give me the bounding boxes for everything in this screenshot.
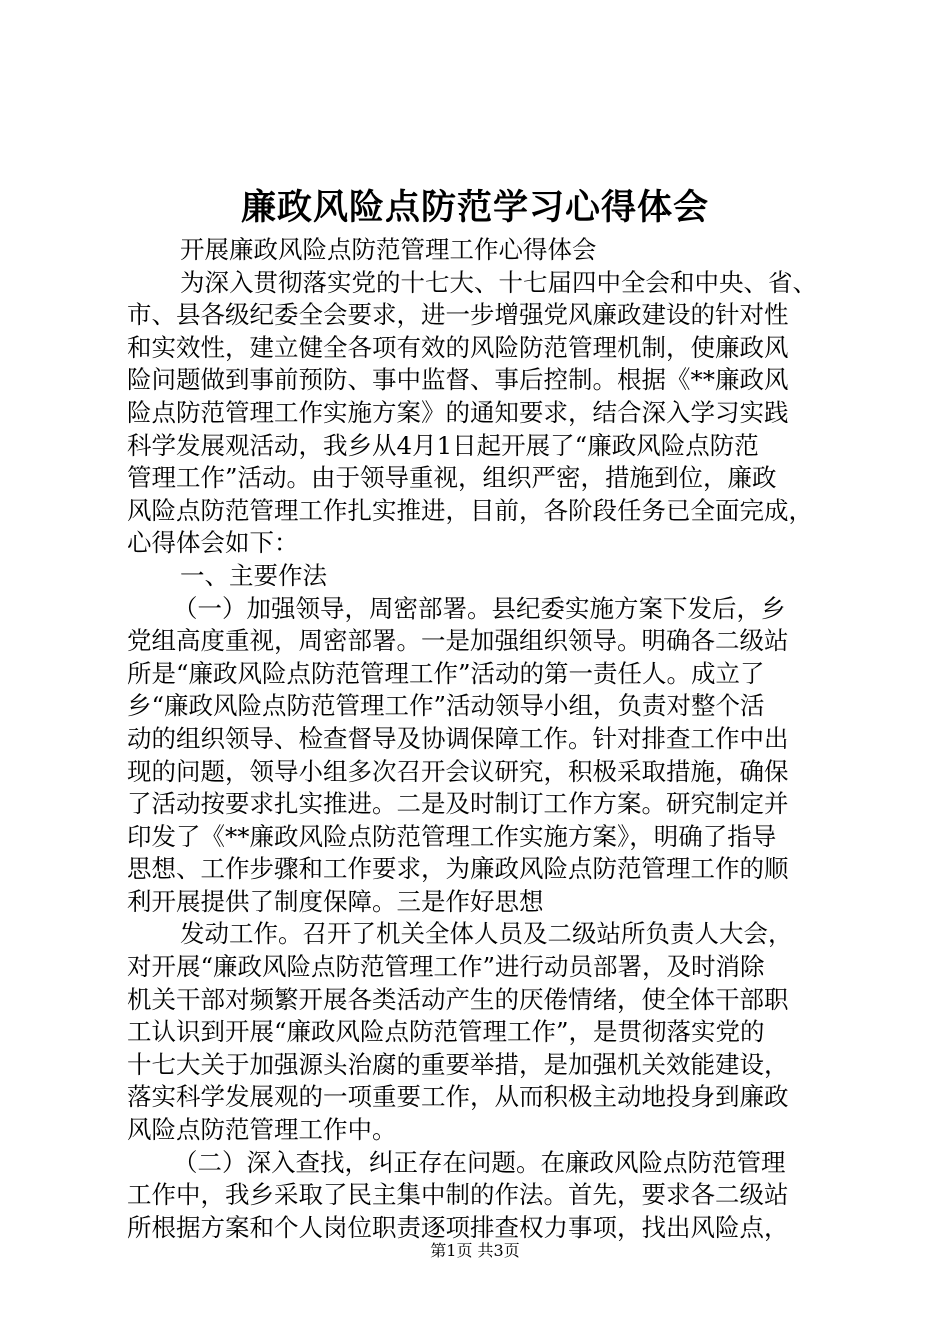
paragraph-line: 乡“廉政风险点防范管理工作”活动领导小组，负责对整个活 xyxy=(127,691,765,721)
paragraph-line: 了活动按要求扎实推进。二是及时制订工作方案。研究制定并 xyxy=(127,789,789,819)
paragraph-line: 险问题做到事前预防、事中监督、事后控制。根据《**廉政风 xyxy=(127,365,789,395)
paragraph-line: （二）深入查找，纠正存在问题。在廉政风险点防范管理 xyxy=(173,1147,786,1177)
paragraph-line: 险点防范管理工作实施方案》的通知要求，结合深入学习实践 xyxy=(127,397,789,427)
paragraph-line: 发动工作。召开了机关全体人员及二级站所负责人大会， xyxy=(180,919,793,949)
page-footer: 第1页 共3页 xyxy=(430,1241,520,1260)
paragraph-line: 工作中，我乡采取了民主集中制的作法。首先，要求各二级站 xyxy=(127,1180,789,1210)
section-heading: 一、主要作法 xyxy=(180,560,327,590)
paragraph-line: 为深入贯彻落实党的十七大、十七届四中全会和中央、省、 xyxy=(180,267,817,297)
paragraph-line: 落实科学发展观的一项重要工作，从而积极主动地投身到廉政 xyxy=(127,1082,789,1112)
paragraph-line: 市、县各级纪委全会要求，进一步增强党风廉政建设的针对性 xyxy=(127,300,789,330)
paragraph-line: （一）加强领导，周密部署。县纪委实施方案下发后，乡 xyxy=(173,593,786,623)
paragraph-line: 心得体会如下： xyxy=(127,528,299,558)
paragraph-line: 和实效性，建立健全各项有效的风险防范管理机制，使廉政风 xyxy=(127,332,789,362)
paragraph-line: 印发了《**廉政风险点防范管理工作实施方案》，明确了指导 xyxy=(127,821,777,851)
paragraph-line: 党组高度重视，周密部署。一是加强组织领导。明确各二级站 xyxy=(127,626,789,656)
paragraph-line: 管理工作”活动。由于领导重视，组织严密，措施到位，廉政 xyxy=(127,463,777,493)
subtitle-line: 开展廉政风险点防范管理工作心得体会 xyxy=(180,235,597,264)
paragraph-line: 动的组织领导、检查督导及协调保障工作。针对排查工作中出 xyxy=(127,723,789,753)
paragraph-line: 风险点防范管理工作扎实推进，目前，各阶段任务已全面完成， xyxy=(127,495,813,525)
document-body xyxy=(127,234,847,1244)
paragraph-line: 风险点防范管理工作中。 xyxy=(127,1115,397,1145)
paragraph-line: 工认识到开展“廉政风险点防范管理工作”，是贯彻落实党的 xyxy=(127,1017,765,1047)
paragraph-line: 科学发展观活动，我乡从4月1日起开展了“廉政风险点防范 xyxy=(127,430,759,460)
paragraph-line: 对开展“廉政风险点防范管理工作”进行动员部署，及时消除 xyxy=(127,952,765,982)
document-title: 廉政风险点防范学习心得体会 xyxy=(240,187,709,228)
paragraph-line: 现的问题，领导小组多次召开会议研究，积极采取措施，确保 xyxy=(127,756,789,786)
paragraph-line: 机关干部对频繁开展各类活动产生的厌倦情绪，使全体干部职 xyxy=(127,984,789,1014)
paragraph-line: 利开展提供了制度保障。三是作好思想 xyxy=(127,886,544,916)
paragraph-line: 所是“廉政风险点防范管理工作”活动的第一责任人。成立了 xyxy=(127,658,765,688)
paragraph-line: 思想、工作步骤和工作要求，为廉政风险点防范管理工作的顺 xyxy=(127,854,789,884)
paragraph-line: 十七大关于加强源头治腐的重要举措，是加强机关效能建设， xyxy=(127,1049,789,1079)
paragraph-line: 所根据方案和个人岗位职责逐项排查权力事项，找出风险点， xyxy=(127,1212,789,1242)
